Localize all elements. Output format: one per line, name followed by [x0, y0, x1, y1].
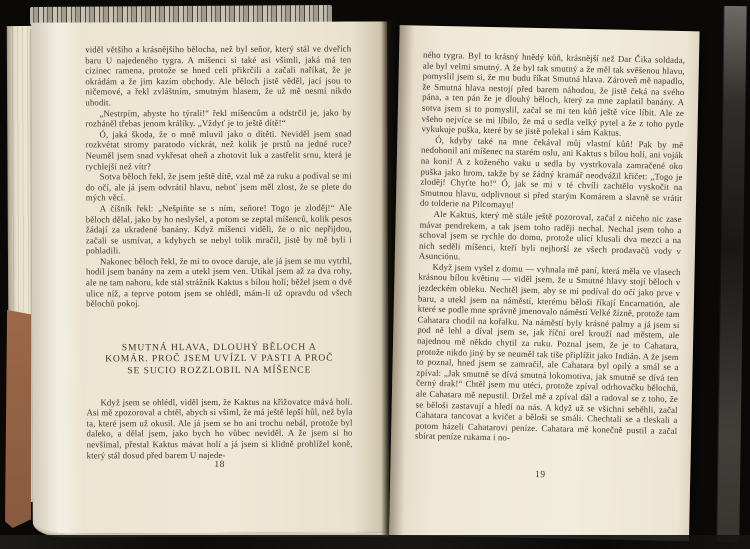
plastic-sleeve-edge	[716, 6, 746, 542]
paragraph: Nakonec běloch řekl, že mi to ovoce daruje, ale já jsem se mu vytrhl, hodil jsem banány na zem a utekl jsem ven. Utíkal jsem až za dva rohy, ale ne tam nahoru, kde stál strážník Kaktus s bílou holí; běžel jsem o dvě ulice níž, a teprve potom jsem se ohlédl, mám-li už opravdu od všech bělochů pokoj.	[85, 255, 353, 309]
page-number-right: 19	[534, 470, 546, 481]
book-cover-corner	[5, 310, 31, 528]
chapter-heading-line: SMUTNÁ HLAVA, DLOUHÝ BĚLOCH A	[121, 341, 317, 354]
paragraph: Ale Kaktus, který mě stále ještě pozoroval, začal z ničeho nic zase mávat pendrekem, a tak jsem toho raději nechal. Nechal jsem toho a schoval jsem se rychle do domu, protože ulicí klusali dva mezci a na nich seděli míšenci, kteří byli nejhorší ze všech prodavačů vody v Asunciónu.	[418, 208, 682, 262]
chapter-heading-line: KOMÁR. PROČ JSEM UVÍZL V PASTI A PROČ	[105, 353, 334, 365]
chapter-heading	[86, 341, 352, 377]
paragraph: Když jsem vyšel z domu — vyhnala mě paní, která měla ve vlasech krásnou bílou květinu — viděl jsem, že u Smutné hlavy stojí běloch v jezdeckém obleku. Nechtěl jsem, aby se mi podíval do očí jako prve v baru, a utekl jsem na náměstí, kterému běloši říkají Encarnatión, ale které se podle mne správně jmenovalo náměstí Velké žízně, protože tam Cahatara chodil na kořalku. Na náměstí byly krásné palmy a já jsem si pod ně lehl a díval jsem se, jak říční orel krouží nad městem, ale najednou mě někdo chytil za ruku. Poznal jsem, že je to Cahatara, protože nikdo jiný by se neuměl tak tiše připlížit jako Indián. A že jsem to poznal, hned jsem se zamračil, ale Cahatara byl opilý a smál se a zpíval: „Jak smutně se dívá smutná lokomotiva, jak smutně se dívá ten černý drak!“ Chtěl jsem mu utéci, protože zpíval odrhovačku bělochů, ale Cahatara mě nepustil. Držel mě a zpíval dál a radoval se z toho, že se běloši zastavují a hledí na nás. A když už se všichni seběhli, začal Cahatara tancovat a kvičet a běloši se smáli. Chechtali se a tleskali a potom házeli Cahatarovi peníze. Cahatara mě konečně pustil a začal sbírat peníze rukama i no-	[414, 261, 681, 443]
paragraph: Ó, kdyby také na mne čekával můj vlastní kůň! Pak by mě nedohonil ani míšenec na starém oslu, ani Kaktus s bílou holí, ani voják na koni! A z koženého vaku u sedla by vystrkovala zamračené oko puška jako hrom, takže by se žádný kramář neodvážil křičet: „Togo je zloděj! Chyťte ho!“ Ó, jak se mi v té chvíli zachtělo vyskočit na Smutnou hlavu, odplivnout si před starým Komárem a slavně se vrátit do tolderie na Pilcomayu!	[419, 134, 684, 210]
right-page	[389, 25, 700, 541]
chapter-heading-line: SE SUCIO ROZZLOBIL NA MÍŠENCE	[127, 364, 312, 377]
left-page	[31, 21, 389, 533]
paragraph: Sotva běloch řekl, že jsem ještě dítě, vzal mě za ruku a podíval se mi do očí, ale já jsem odvrátil hlavu, neboť jsem měl zlost, že se plete do mých věcí.	[85, 170, 352, 203]
paragraph: A číšník řekl: „Nešpiňte se s ním, seňore! Togo je zloděj!“ Ale běloch dělal, jako by ho neslyšel, a potom se zeptal míšenců, kolik pesos žádají za ukradené banány. Když míšenci viděli, že o nic nepřijdou, začali se usmívat, a kdybych se nebyl tolik mračil, jistě by mě byli i pohladili.	[85, 202, 352, 256]
paragraph: ného tygra. Byl to krásný hnědý kůň, krásnější než Dar Čika soldada, ale byl velmi smutný. A že byl tak smutný a že měl tak svěšenou hlavu, pomyslil jsem si, že mu budu říkat Smutná hlava. Zároveň mě napadlo, že Smutná hlava nestojí před barem náhodou, že jistě čeká na svého pána, a ten pán že je dlouhý běloch, který za mne zaplatil banány. A sotva jsem si to pomyslil, začal se mi ten kůň ještě více líbit. Ale ze všeho nejvíce se mi líbilo, že má u sedla velký pytel a že z toho pytle vykukuje puška, které by se jistě polekal i sám Kaktus.	[421, 49, 686, 138]
paragraph: „Nestrpím, abyste ho týrali!“ řekl míšencům a odstrčil je, jako by rozháněl třebas jenom králíky. „Vždyť je to ještě dítě!“	[85, 107, 352, 129]
page-number-left: 18	[214, 459, 225, 470]
table-surface	[0, 535, 750, 549]
paragraph: Ó, jaká škoda, že o mně mluvil jako o dítěti. Neviděl jsem snad rozkvétat stromy paratodo víckrát, než kolik je prstů na jedné ruce? Neuměl jsem snad vykřesat oheň a zhotovit luk a zastřelit srnu, která je rychlejší než vítr?	[85, 128, 352, 171]
paragraph: Když jsem se ohlédl, viděl jsem, že Kaktus na křižovatce mává holí. Asi mě zpozoroval a chtěl, abych si všiml, že má ještě lepší hůl, než byla ta, které jsem už okusil. Ale já jsem se ho ani trochu nebál, protože byl daleko, a dělal jsem, jako bych ho vůbec neviděl. A že jsem si ho nevšímal, přestal Kaktus mávat holí a já jsem si klidně prohlížel koně, který stál dosud před barem U najede-	[86, 396, 353, 461]
paragraph: viděl většího a krásnějšího bělocha, než byl seňor, který stál ve dveřích baru U najedeného tygra. A míšenci si také asi všimli, jaká má ten cizinec ramena, protože se hned celí přikrčili a začali naříkat, že je okrádám a že jim kazím obchody. Ale běloch jistě věděl, jací jsou to ničemové, a řekl zvláštním, smutným hlasem, že už mě nesmí nikdo uhodit.	[85, 43, 352, 108]
